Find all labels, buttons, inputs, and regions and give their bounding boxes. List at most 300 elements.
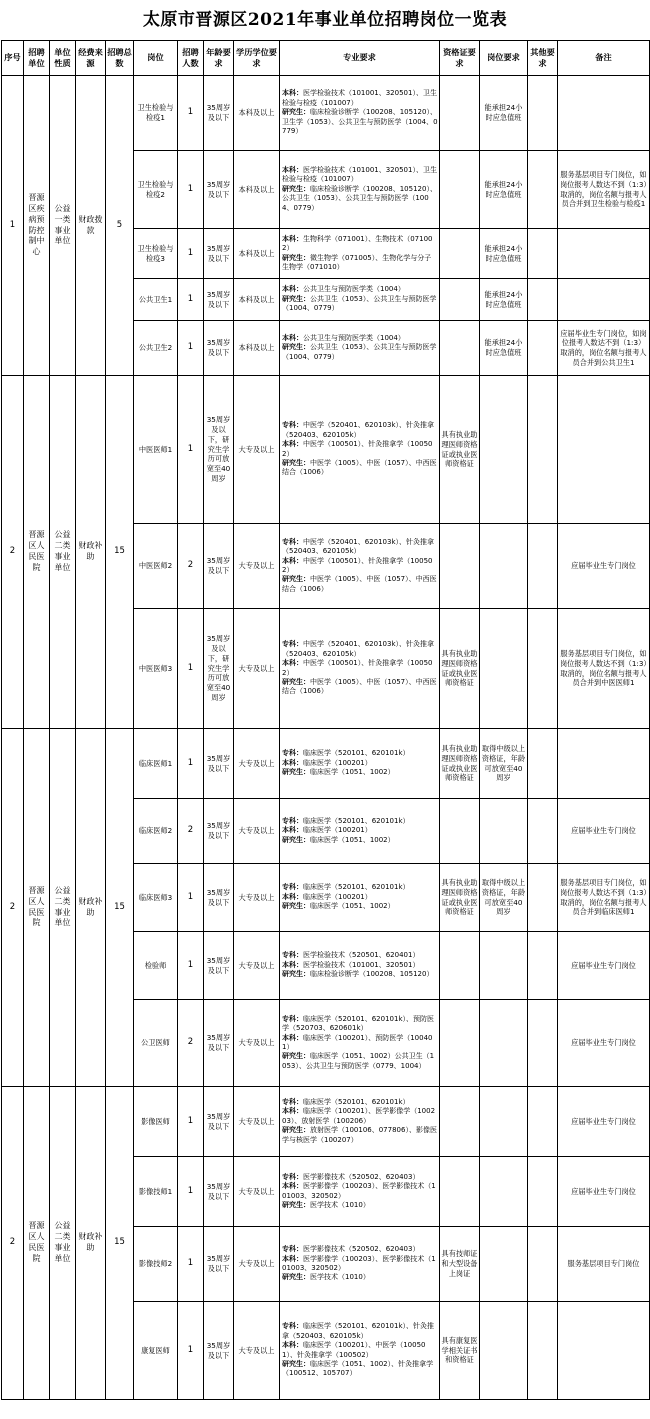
major-line <box>282 1360 438 1379</box>
edu-cell: 大专及以上 <box>234 1302 280 1400</box>
header-total: 招聘总数 <box>106 41 134 76</box>
major-cell <box>280 1087 440 1157</box>
age-cell: 35周岁及以下 <box>204 1157 234 1227</box>
major-line <box>282 902 438 911</box>
unit-cell: 晋源区人民医院 <box>24 1087 50 1400</box>
major-text: 临床医学（520101、620101k） <box>303 816 410 825</box>
cert-cell: 具有执业助理医师资格证或执业医师资格证 <box>440 609 480 729</box>
major-line <box>282 235 438 254</box>
major-text: 临床医学（520101、620101k） <box>303 749 410 758</box>
major-level: 研究生： <box>282 343 310 352</box>
edu-cell: 大专及以上 <box>234 1087 280 1157</box>
major-level: 研究生： <box>282 1052 310 1061</box>
major-line <box>282 538 438 557</box>
num-cell: 1 <box>178 376 204 524</box>
post-cell: 公共卫生1 <box>134 279 178 321</box>
cert-cell: 具有执业助理医师资格证或执业医师资格证 <box>440 729 480 799</box>
seq-cell: 2 <box>2 1087 24 1400</box>
major-text: 放射医学（100106、077806）、影像医学与核医学（100207） <box>282 1126 437 1144</box>
post-cell: 临床医师3 <box>134 864 178 932</box>
major-cell <box>280 524 440 609</box>
major-level: 研究生： <box>282 768 310 777</box>
major-level: 研究生： <box>282 1359 310 1368</box>
major-cell <box>280 799 440 864</box>
table-row <box>2 1087 650 1157</box>
major-text: 生物科学（071001）、生物技术（071002） <box>282 234 433 253</box>
post-cell: 卫生检验与检疫1 <box>134 76 178 151</box>
major-text: 临床检验诊断学（100208、105120）、公共卫生（1053）、公共卫生与预防医学（1004、0779） <box>282 184 437 212</box>
major-text: 中医学（100501）、针灸推拿学（100502） <box>282 556 433 574</box>
major-level: 研究生： <box>282 184 310 193</box>
post-cell: 卫生检验与检疫2 <box>134 151 178 229</box>
header-note: 备注 <box>558 41 650 76</box>
header-unit: 招聘单位 <box>24 41 50 76</box>
age-cell: 35周岁及以下 <box>204 932 234 1000</box>
edu-cell: 本科及以上 <box>234 279 280 321</box>
major-level: 专科： <box>282 1014 303 1023</box>
major-level: 研究生： <box>282 294 310 303</box>
other-cell <box>528 229 558 279</box>
age-cell: 35周岁及以下 <box>204 1302 234 1400</box>
major-text: 临床医学（100201）、预防医学（100401） <box>282 1033 433 1051</box>
edu-cell: 大专及以上 <box>234 524 280 609</box>
header-funding: 经费来源 <box>76 41 106 76</box>
age-cell: 35周岁及以下 <box>204 279 234 321</box>
job-table <box>1 40 650 1400</box>
note-cell: 应届毕业生专门岗位 <box>558 1157 650 1227</box>
age-cell: 35周岁及以下 <box>204 524 234 609</box>
total-cell: 15 <box>106 729 134 1087</box>
major-text: 中医学（1005）、中医（1057）、中西医结合（1006） <box>282 575 437 593</box>
num-cell: 1 <box>178 932 204 1000</box>
funding-cell: 财政拨款 <box>76 76 106 376</box>
major-line <box>282 951 438 960</box>
age-cell: 35周岁及以下 <box>204 864 234 932</box>
table-body <box>2 76 650 1400</box>
num-cell: 1 <box>178 609 204 729</box>
edu-cell: 大专及以上 <box>234 609 280 729</box>
other-cell <box>528 932 558 1000</box>
major-level: 研究生： <box>282 108 310 117</box>
major-cell <box>280 609 440 729</box>
other-cell <box>528 1302 558 1400</box>
major-level: 专科： <box>282 749 303 758</box>
num-cell: 2 <box>178 1000 204 1087</box>
page-title: 太原市晋源区2021年事业单位招聘岗位一览表 <box>142 10 508 30</box>
note-cell <box>558 76 650 151</box>
major-text: 公共卫生与预防医学类（1004） <box>303 285 405 294</box>
nature-cell: 公益一类事业单位 <box>50 76 76 376</box>
major-text: 医学影像技术（520502、620403） <box>303 1172 420 1181</box>
postreq-cell <box>480 376 528 524</box>
major-level: 专科： <box>282 1172 303 1181</box>
postreq-cell <box>480 1087 528 1157</box>
note-cell: 服务基层项目专门岗位，如岗位报考人数达不到（1:3）取消的，岗位名额与报考人员合并到中医医师1 <box>558 609 650 729</box>
other-cell <box>528 1087 558 1157</box>
major-line <box>282 817 438 826</box>
major-level: 研究生： <box>282 575 310 584</box>
major-line <box>282 108 438 136</box>
postreq-cell: 能承担24小时应急值班 <box>480 279 528 321</box>
major-level: 专科： <box>282 816 303 825</box>
major-level: 研究生： <box>282 835 310 844</box>
other-cell <box>528 76 558 151</box>
age-cell: 35周岁及以下，研究生学历可放宽至40周岁 <box>204 376 234 524</box>
major-level: 本科： <box>282 1254 303 1263</box>
post-cell: 卫生检验与检疫3 <box>134 229 178 279</box>
age-cell: 35周岁及以下 <box>204 321 234 376</box>
major-line <box>282 1126 438 1145</box>
major-line <box>282 334 438 343</box>
major-level: 研究生： <box>282 970 310 979</box>
major-cell <box>280 864 440 932</box>
major-text: 医学影像学（100203）、医学影像技术（101003、320502） <box>282 1182 436 1200</box>
cert-cell: 具有执业助理医师资格证或执业医师资格证 <box>440 376 480 524</box>
postreq-cell: 能承担24小时应急值班 <box>480 76 528 151</box>
num-cell: 1 <box>178 1157 204 1227</box>
age-cell: 35周岁及以下 <box>204 1000 234 1087</box>
note-cell: 应届毕业生专门岗位 <box>558 799 650 864</box>
major-line <box>282 166 438 185</box>
other-cell <box>528 279 558 321</box>
note-cell: 应届毕业生专门岗位 <box>558 1087 650 1157</box>
major-text: 医学检验技术（101001、320501）、卫生检验与检疫（101007） <box>282 165 437 184</box>
header-nature: 单位性质 <box>50 41 76 76</box>
major-line <box>282 1052 438 1071</box>
cert-cell <box>440 524 480 609</box>
age-cell: 35周岁及以下 <box>204 76 234 151</box>
major-level: 研究生： <box>282 1126 310 1135</box>
postreq-cell <box>480 609 528 729</box>
post-cell: 公卫医师 <box>134 1000 178 1087</box>
major-text: 医学检验技术（101001、320501） <box>303 960 420 969</box>
major-level: 专科： <box>282 951 303 960</box>
major-level: 本科： <box>282 1107 303 1116</box>
major-line <box>282 254 438 273</box>
note-cell: 服务基层项目专门岗位，如岗位报考人数达不到（1:3）取消的，岗位名额与报考人员合并到临床医师1 <box>558 864 650 932</box>
other-cell <box>528 609 558 729</box>
major-level: 专科： <box>282 537 303 546</box>
major-line <box>282 659 438 678</box>
major-text: 中医学（520401、620103k）、针灸推拿（520403、620105k） <box>282 537 434 556</box>
major-line <box>282 1255 438 1274</box>
edu-cell: 大专及以上 <box>234 932 280 1000</box>
major-line <box>282 826 438 835</box>
major-level: 本科： <box>282 892 303 901</box>
major-line <box>282 1034 438 1053</box>
major-level: 专科： <box>282 1097 303 1106</box>
table-row <box>2 729 650 799</box>
note-cell <box>558 1302 650 1400</box>
major-cell <box>280 1000 440 1087</box>
major-level: 本科： <box>282 758 303 767</box>
num-cell: 1 <box>178 729 204 799</box>
major-text: 中医学（1005）、中医（1057）、中西医结合（1006） <box>282 458 437 477</box>
edu-cell: 大专及以上 <box>234 799 280 864</box>
major-text: 医学影像技术（520502、620403） <box>303 1245 420 1254</box>
postreq-cell <box>480 932 528 1000</box>
num-cell: 2 <box>178 799 204 864</box>
major-level: 专科： <box>282 421 303 430</box>
major-level: 研究生： <box>282 677 310 686</box>
funding-cell: 财政补助 <box>76 1087 106 1400</box>
major-line <box>282 295 438 314</box>
postreq-cell: 能承担24小时应急值班 <box>480 321 528 376</box>
major-line <box>282 421 438 440</box>
unit-cell: 晋源区人民医院 <box>24 376 50 729</box>
other-cell <box>528 151 558 229</box>
major-level: 本科： <box>282 1182 303 1191</box>
major-level: 专科： <box>282 1245 303 1254</box>
major-text: 医学检验技术（101001、320501）、卫生检验与检疫（101007） <box>282 89 437 107</box>
age-cell: 35周岁及以下 <box>204 151 234 229</box>
major-level: 本科： <box>282 556 303 565</box>
post-cell: 中医医师2 <box>134 524 178 609</box>
major-level: 专科： <box>282 883 303 892</box>
major-line <box>282 557 438 576</box>
header-edu: 学历学位要求 <box>234 41 280 76</box>
major-text: 临床医学（1051、1002） <box>310 902 395 911</box>
edu-cell: 本科及以上 <box>234 76 280 151</box>
cert-cell: 具有执业助理医师资格证或执业医师资格证 <box>440 864 480 932</box>
post-cell: 临床医师2 <box>134 799 178 864</box>
post-cell: 临床医师1 <box>134 729 178 799</box>
cert-cell <box>440 1157 480 1227</box>
note-cell <box>558 279 650 321</box>
note-cell: 应届毕业生专门岗位 <box>558 524 650 609</box>
major-cell <box>280 1157 440 1227</box>
major-cell <box>280 279 440 321</box>
major-level: 本科： <box>282 826 303 835</box>
postreq-cell: 取得中级以上资格证，年龄可放宽至40周岁 <box>480 864 528 932</box>
num-cell: 1 <box>178 279 204 321</box>
edu-cell: 本科及以上 <box>234 229 280 279</box>
major-cell <box>280 76 440 151</box>
major-text: 临床检验诊断学（100208、105120）、卫生学（1053）、公共卫生与预防医学（1004、0779） <box>282 108 438 136</box>
post-cell: 影像技师1 <box>134 1157 178 1227</box>
cert-cell <box>440 1087 480 1157</box>
major-line <box>282 285 438 294</box>
postreq-cell <box>480 1000 528 1087</box>
other-cell <box>528 376 558 524</box>
major-cell <box>280 229 440 279</box>
major-level: 专科： <box>282 1322 303 1331</box>
note-cell: 应届毕业生专门岗位 <box>558 1000 650 1087</box>
postreq-cell: 能承担24小时应急值班 <box>480 151 528 229</box>
major-line <box>282 89 438 108</box>
cert-cell <box>440 321 480 376</box>
major-text: 公共卫生与预防医学类（1004） <box>303 333 405 342</box>
post-cell: 影像技师2 <box>134 1227 178 1302</box>
major-line <box>282 185 438 213</box>
cert-cell <box>440 229 480 279</box>
major-line <box>282 1273 438 1282</box>
major-text: 临床医学（520101、620101k）、预防医学（520703、620601k） <box>282 1014 434 1033</box>
postreq-cell: 取得中级以上资格证，年龄可放宽至40周岁 <box>480 729 528 799</box>
postreq-cell: 能承担24小时应急值班 <box>480 229 528 279</box>
major-text: 临床医学（1051、1002）、针灸推拿学（100512、105707） <box>282 1359 434 1378</box>
major-text: 临床医学（100201）、中医学（100501）、针灸推拿学（100502） <box>282 1341 426 1359</box>
major-text: 临床医学（100201） <box>303 892 372 901</box>
age-cell: 35周岁及以下 <box>204 799 234 864</box>
major-line <box>282 1245 438 1254</box>
note-cell: 应届毕业生专门岗位 <box>558 932 650 1000</box>
major-text: 临床检验诊断学（100208、105120） <box>310 970 434 979</box>
major-text: 中医学（520401、620103k）、针灸推拿（520403、620105k） <box>282 640 434 658</box>
major-text: 中医学（100501）、针灸推拿学（100502） <box>282 440 433 458</box>
major-text: 中医学（520401、620103k）、针灸推拿（520403、620105k） <box>282 421 434 439</box>
major-cell <box>280 1302 440 1400</box>
header-row <box>2 41 650 76</box>
edu-cell: 大专及以上 <box>234 1157 280 1227</box>
other-cell <box>528 321 558 376</box>
post-cell: 康复医师 <box>134 1302 178 1400</box>
num-cell: 1 <box>178 229 204 279</box>
major-level: 本科： <box>282 285 303 294</box>
edu-cell: 大专及以上 <box>234 1000 280 1087</box>
major-line <box>282 961 438 970</box>
post-cell: 公共卫生2 <box>134 321 178 376</box>
major-level: 本科： <box>282 440 303 449</box>
funding-cell: 财政补助 <box>76 729 106 1087</box>
major-level: 本科： <box>282 234 303 243</box>
major-line <box>282 1107 438 1126</box>
major-line <box>282 575 438 594</box>
edu-cell: 大专及以上 <box>234 864 280 932</box>
header-cert: 资格证要求 <box>440 41 480 76</box>
major-level: 本科： <box>282 659 303 668</box>
header-post: 岗位 <box>134 41 178 76</box>
major-line <box>282 1182 438 1201</box>
major-level: 本科： <box>282 1033 303 1042</box>
major-text: 临床医学（100201）、医学影像学（100203）、放射医学（100206） <box>282 1107 436 1125</box>
num-cell: 1 <box>178 321 204 376</box>
note-cell <box>558 729 650 799</box>
major-line <box>282 893 438 902</box>
header-num: 招聘人数 <box>178 41 204 76</box>
note-cell <box>558 229 650 279</box>
cert-cell: 具有康复医学相关证书和资格证 <box>440 1302 480 1400</box>
header-other: 其他要求 <box>528 41 558 76</box>
seq-cell: 2 <box>2 376 24 729</box>
major-text: 临床医学（1051、1002） <box>310 768 395 777</box>
cert-cell <box>440 151 480 229</box>
major-level: 本科： <box>282 960 303 969</box>
major-line <box>282 440 438 459</box>
header-major: 专业要求 <box>280 41 440 76</box>
seq-cell: 1 <box>2 76 24 376</box>
postreq-cell <box>480 1157 528 1227</box>
major-text: 中医学（1005）、中医（1057）、中西医结合（1006） <box>282 677 437 696</box>
major-text: 临床医学（100201） <box>303 826 372 835</box>
postreq-cell <box>480 799 528 864</box>
major-text: 临床医学（1051、1002）公共卫生（1053）、公共卫生与预防医学（0779、1004） <box>282 1052 435 1070</box>
age-cell: 35周岁及以下，研究生学历可放宽至40周岁 <box>204 609 234 729</box>
major-level: 专科： <box>282 640 303 649</box>
note-cell: 服务基层项目专门岗位 <box>558 1227 650 1302</box>
num-cell: 1 <box>178 151 204 229</box>
total-cell: 5 <box>106 76 134 376</box>
num-cell: 1 <box>178 1302 204 1400</box>
major-text: 临床医学（1051、1002） <box>310 835 395 844</box>
major-line <box>282 768 438 777</box>
major-line <box>282 343 438 362</box>
major-line <box>282 1201 438 1210</box>
age-cell: 35周岁及以下 <box>204 1227 234 1302</box>
note-cell: 服务基层项目专门岗位，如岗位报考人数达不到（1:3）取消的，岗位名额与报考人员合并到卫生检验与检疫1 <box>558 151 650 229</box>
num-cell: 1 <box>178 1087 204 1157</box>
header-postreq: 岗位要求 <box>480 41 528 76</box>
table-row <box>2 376 650 524</box>
major-level: 本科： <box>282 333 303 342</box>
post-cell: 检验师 <box>134 932 178 1000</box>
major-level: 研究生： <box>282 1200 310 1209</box>
post-cell: 影像医师 <box>134 1087 178 1157</box>
major-level: 研究生： <box>282 458 310 467</box>
cert-cell <box>440 799 480 864</box>
major-text: 临床医学（520101、620101k）、针灸推拿（520403、620105k） <box>282 1322 434 1340</box>
major-line <box>282 749 438 758</box>
major-text: 公共卫生（1053）、公共卫生与预防医学（1004、0779） <box>282 343 437 361</box>
major-line <box>282 459 438 478</box>
edu-cell: 本科及以上 <box>234 321 280 376</box>
major-level: 研究生： <box>282 902 310 911</box>
major-level: 研究生： <box>282 1273 310 1282</box>
edu-cell: 大专及以上 <box>234 1227 280 1302</box>
note-cell: 应届毕业生专门岗位，如岗位报考人数达不到（1:3）取消的，岗位名额与报考人员合并到公共卫生1 <box>558 321 650 376</box>
num-cell: 1 <box>178 1227 204 1302</box>
post-cell: 中医医师3 <box>134 609 178 729</box>
other-cell <box>528 729 558 799</box>
header-age: 年龄要求 <box>204 41 234 76</box>
edu-cell: 本科及以上 <box>234 151 280 229</box>
major-text: 临床医学（520101、620101k） <box>303 1097 410 1106</box>
major-text: 医学技术（1010） <box>310 1273 370 1282</box>
major-line <box>282 1341 438 1360</box>
major-level: 本科： <box>282 165 303 174</box>
major-line <box>282 1322 438 1341</box>
major-cell <box>280 321 440 376</box>
num-cell: 1 <box>178 76 204 151</box>
major-level: 本科： <box>282 89 303 98</box>
num-cell: 2 <box>178 524 204 609</box>
major-level: 本科： <box>282 1341 303 1350</box>
postreq-cell <box>480 1302 528 1400</box>
major-line <box>282 640 438 659</box>
major-line <box>282 970 438 979</box>
nature-cell: 公益二类事业单位 <box>50 376 76 729</box>
major-level: 研究生： <box>282 253 310 262</box>
total-cell: 15 <box>106 1087 134 1400</box>
other-cell <box>528 1000 558 1087</box>
major-cell <box>280 729 440 799</box>
major-line <box>282 678 438 697</box>
other-cell <box>528 1227 558 1302</box>
major-cell <box>280 376 440 524</box>
post-cell: 中医医师1 <box>134 376 178 524</box>
other-cell <box>528 1157 558 1227</box>
total-cell: 15 <box>106 376 134 729</box>
major-cell <box>280 932 440 1000</box>
other-cell <box>528 864 558 932</box>
postreq-cell <box>480 1227 528 1302</box>
seq-cell: 2 <box>2 729 24 1087</box>
major-text: 医学检验技术（520501、620401） <box>303 951 420 960</box>
cert-cell: 具有技师证和大型设备上岗证 <box>440 1227 480 1302</box>
major-text: 临床医学（520101、620101k） <box>303 883 410 892</box>
nature-cell: 公益二类事业单位 <box>50 1087 76 1400</box>
age-cell: 35周岁及以下 <box>204 229 234 279</box>
